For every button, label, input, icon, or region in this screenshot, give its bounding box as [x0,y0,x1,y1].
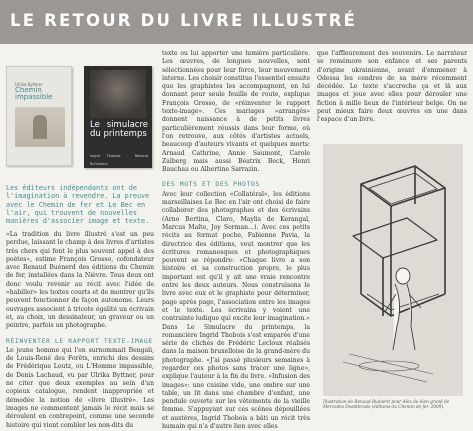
book-cover-chemin-impassible [6,66,72,166]
section-heading: DES MOTS ET DES PHOTOS [162,180,260,189]
column-left [6,44,154,429]
column-middle [162,50,310,431]
paragraph: Le jeune homme qui l'on surnommait Bengali, de Louis-René des Forêts, enrichi des dessins de Frédérique Loutz, ou L'Homme impassible, de Denis Lachaud, vu par Ulrika Byttner, pour ne citer que deux exemples au sein d'un copieux catalogue, rendent inappropriée et démodée la notion de «livre illustré». Les images ne commentent jamais le récit mais se déroulent en contrepoint, comme une seconde histoire qui vient combler les non-dits du [6,346,154,429]
page-title: LE RETOUR DU LIVRE ILLUSTRÉ [10,11,358,30]
section-heading: RÉINVENTER LE RAPPORT TEXTE-IMAGE [6,336,153,345]
illustration-figure [323,144,463,396]
book-title: Le simulacre du printemps [90,120,148,139]
article-lede: Les éditeurs indépendants ont de l'imagination à revendre. La preuve avec le Chemin de fer et Le Bec en l'air, qui trouvent de nouvelles manières d'associer image et texte. [6,184,150,226]
article-page [0,44,473,431]
impossible-cube-illustration [323,144,463,396]
book-title: Chemin impassible [15,86,53,101]
paragraph: texte ou lui apporter une lumière particulière. Les œuvres, de longues nouvelles, sont sélectionnées pour leur force, leur mouvement interne. Les choisir constitue l'essentiel ensuite que les graphistes les accompagnent, en lui donnant pour seule feuille de route, explique François Grosso, de «réinventer le rapport texte-image». Ces mariages «arrangés» donnent naissance à de petits livres particulièrement réussis dans leur forme, où l'on retrouve, aux côtés d'artistes actuels, beaucoup d'auteurs vivants et quelques morts: Arnaud Cathrine, Annie Saumont, Carole Zalberg mais aussi Béatrix Beck, Henri Bauchau ou Albertine Sarrazin. [162,50,310,174]
paragraph: que l'affleurement des souvenirs. Le narrateur se remémore son enfance et ses parents d'origine ukrainienne, avant d'emmener à Odessa les cendres de sa mère récemment décédée. Le texte s'accroche ça et là aux images et joue avec elles pour dérouler une fiction à mille lieux de l'intérieur belge. On ne peut mieux faire deux œuvres en une dans l'espace d'un livre. [317,50,467,124]
column-left-body [6,231,154,430]
book-authors: Ingrid Thobois · Renaud Ruhlmann [90,154,148,167]
column-right [317,50,467,125]
figure-caption: Illustration de Renaud Buénerd pour Alex de bien grand de Mercedes Deambrosis (éditions du Chemin de fer, 2009). [323,399,450,409]
book-author: Ulrika Byttner [15,82,43,87]
book-cover-simulacre [84,66,152,168]
paragraph: Avec leur collection «Collatéral», les éditions marseillaises Le Bec en l'air ont choisi de faire collaborer des photographes et des écrivains (Arno Bertina, Claro, Maylis de Kerangal, Marcus Malte, Joy Sorman…). Avec ces petits récits au format poche, Fabienne Pavia, la directrice des éditions, veut montrer que les écritures romanesques et photographiques peuvent se répondre: «Chaque livre a son histoire et sa construction propre, le plus important est qu'il y ait une vraie rencontre entre les deux auteurs. Nous construisons le livre avec eux et le graphiste pour déterminer, page après page, l'association entre les images et le texte. Les écrivains y voient une contrainte ludique qui excite leur imagination.» Dans Le Simulacre du printemps, la romancière Ingrid Thobois s'est emparée d'une série de clichés de Frédéric Lecloux réalisés dans la maison bruxelloise de la grand-mère du photographe. «J'ai passé plusieurs semaines à regarder ces photos sans tracer une ligne», explique l'auteur à la fin du livre. «Infusion des images»: une cuisine vide, une ombre sur une table, un lit dans une chambre d'enfant, une pendule ouverte sur les vêtements de la vieille femme. S'appuyant sur ces scènes dépouillées et austères, Ingrid Thobois a bâti un récit très humain qui n'a d'autre lien avec elles [162,190,310,431]
paragraph: «La tradition du livre illustré s'est un peu perdue, laissant le champ à des livres d'artistes très chers qui font le plus souvent appel à des poètes», estime François Grosso, cofondateur avec Renaud Buénerd des éditions du Chemin de fer, installées dans la Nièvre. Tous deux ont donc voulu revenir au récit avec l'idée de «habiller» les textes courts et de montrer qu'ils peuvent fonctionner de façon autonome. Leurs ouvrages associent à tricote égalité un écrivain et, au choix, un dessinateur, un graveur ou un peintre, parfois un photographe. [6,231,154,330]
book-photo [90,70,146,118]
book-covers [6,66,154,170]
book-illustration [15,107,65,147]
header-banner [0,0,473,44]
